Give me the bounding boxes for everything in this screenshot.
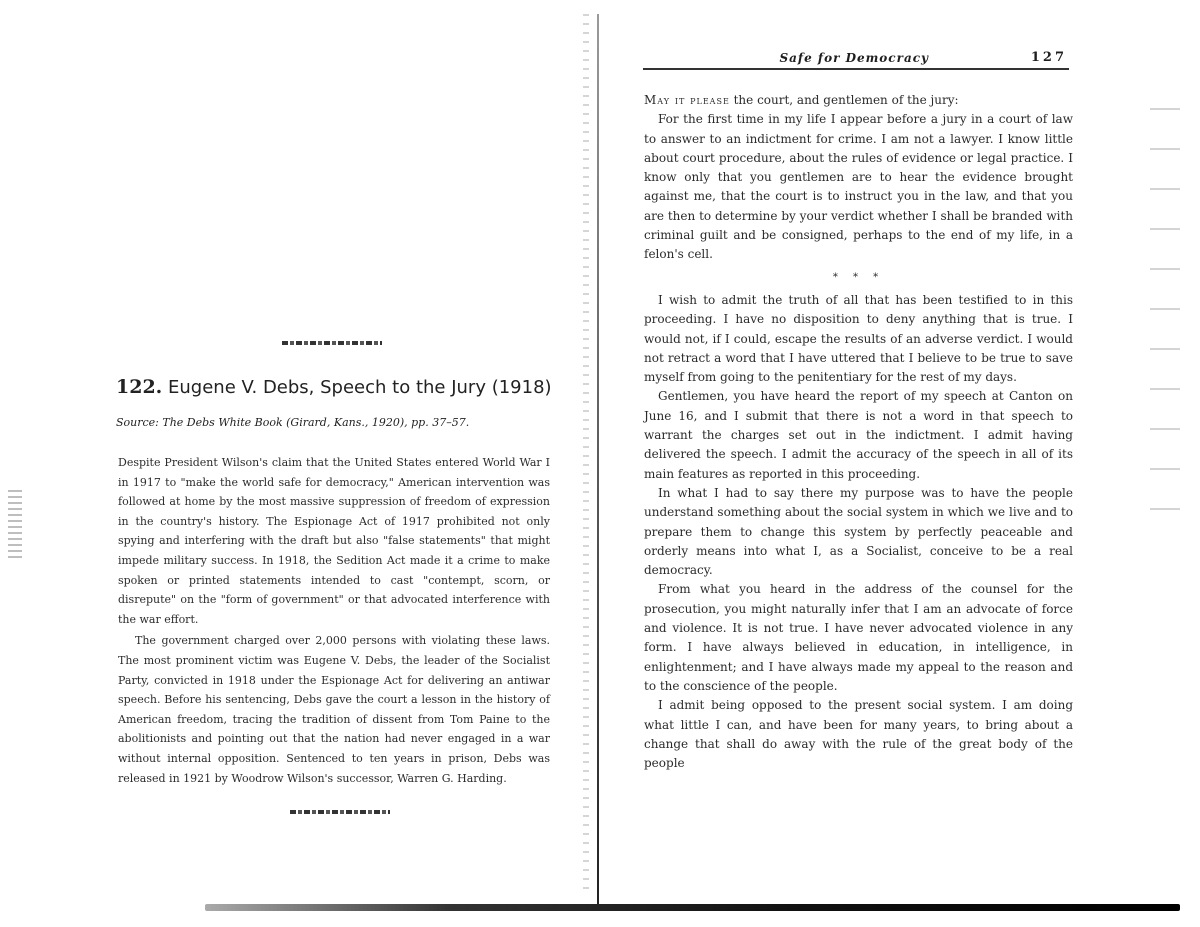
document-title xyxy=(116,376,576,398)
document-title-text: Eugene V. Debs, Speech to the Jury (1918) xyxy=(168,377,552,398)
salutation-rest: the court, and gentlemen of the jury: xyxy=(729,93,959,107)
book-gutter xyxy=(597,14,599,904)
running-title: Safe for Democracy xyxy=(779,51,929,65)
speech-salutation xyxy=(644,91,1073,110)
salutation-smallcaps: May it please xyxy=(644,93,730,107)
speech-paragraph: In what I had to say there my purpose was to have the people understand something about the social system in which we live and to prepare them to change this system by perfectly peaceable and orderly means into what I, as a Socialist, conceive to be a real democracy. xyxy=(644,485,1073,578)
book-bottom-edge xyxy=(205,904,1180,911)
scan-artifact xyxy=(8,490,22,560)
right-page xyxy=(600,0,1200,927)
left-page xyxy=(0,0,598,927)
document-number: 122. xyxy=(116,376,163,398)
speech-paragraph: I wish to admit the truth of all that has been testified to in this proceeding. I have no disposition to deny anything that is true. I would not, if I could, escape the results of an adverse verdict. I would not retract a word that I have uttered that I believe to be true to save myself from going to the penitentiary for the rest of my days. xyxy=(644,292,1073,385)
intro-paragraph: Despite President Wilson's claim that the United States entered World War I in 1917 to "make the world safe for democracy," American intervention was followed at home by the most massive suppression of freedom of expression in the country's history. The Espionage Act of 1917 prohibited not only spying and interfering with the draft but also "false statements" that might impede military success. In 1918, the Sedition Act made it a crime to make spoken or printed statements intended to cast "contempt, scorn, or disrepute" on the "form of government" or that advocated interference with the war effort. xyxy=(118,456,550,626)
speech-text xyxy=(644,91,1073,773)
document-source xyxy=(116,416,556,429)
speech-paragraph: I admit being opposed to the present social system. I am doing what little I can, and have been for many years, to bring about a change that shall do away with the rule of the great body of the people xyxy=(644,698,1073,771)
speech-paragraph: Gentlemen, you have heard the report of my speech at Canton on June 16, and I submit that there is not a word in that speech to warrant the charges set out in the indictment. I admit having delivered the speech. I admit the accuracy of the speech in all of its main features as reported in this proceeding. xyxy=(644,389,1073,481)
speech-paragraph: From what you heard in the address of the counsel for the prosecution, you might naturally infer that I am an advocate of force and violence. It is not true. I have never advocated violence in any form. I have always believed in education, in intelligence, in enlightenment; and I have always made my appeal to the reason and to the conscience of the people. xyxy=(644,582,1073,693)
speech-paragraph: For the first time in my life I appear before a jury in a court of law to answer to an indictment for crime. I am not a lawyer. I know little about court procedure, about the rules of evidence or legal practice. I know only that you gentlemen are to hear the evidence brought against me, that the court is to instruct you in the law, and that you are then to determine by your verdict whether I shall be branded with criminal guilt and be consigned, perhaps to the end of my life, in a felon's cell. xyxy=(644,112,1073,262)
section-break: * * * xyxy=(832,271,885,283)
scan-artifact xyxy=(1150,70,1180,520)
intro-text xyxy=(118,453,550,788)
section-ornament-bottom xyxy=(290,810,390,814)
intro-paragraph: The government charged over 2,000 persons with violating these laws. The most prominent victim was Eugene V. Debs, the leader of the Socialist Party, convicted in 1918 under the Espionage Act for delivering an antiwar speech. Before his sentencing, Debs gave the court a lesson in the history of American freedom, tracing the tradition of dissent from Tom Paine to the abolitionists and pointing out that the nation had never engaged in a war without internal opposition. Sentenced to ten years in prison, Debs was released in 1921 by Woodrow Wilson's successor, Warren G. Harding. xyxy=(118,634,550,785)
section-ornament-top xyxy=(282,341,382,345)
document-source-text: Source: The Debs White Book (Girard, Kans., 1920), pp. 37–57. xyxy=(116,416,470,429)
page-number: 127 xyxy=(1030,50,1067,65)
gutter-shadow xyxy=(583,14,589,894)
running-header xyxy=(643,50,1069,70)
